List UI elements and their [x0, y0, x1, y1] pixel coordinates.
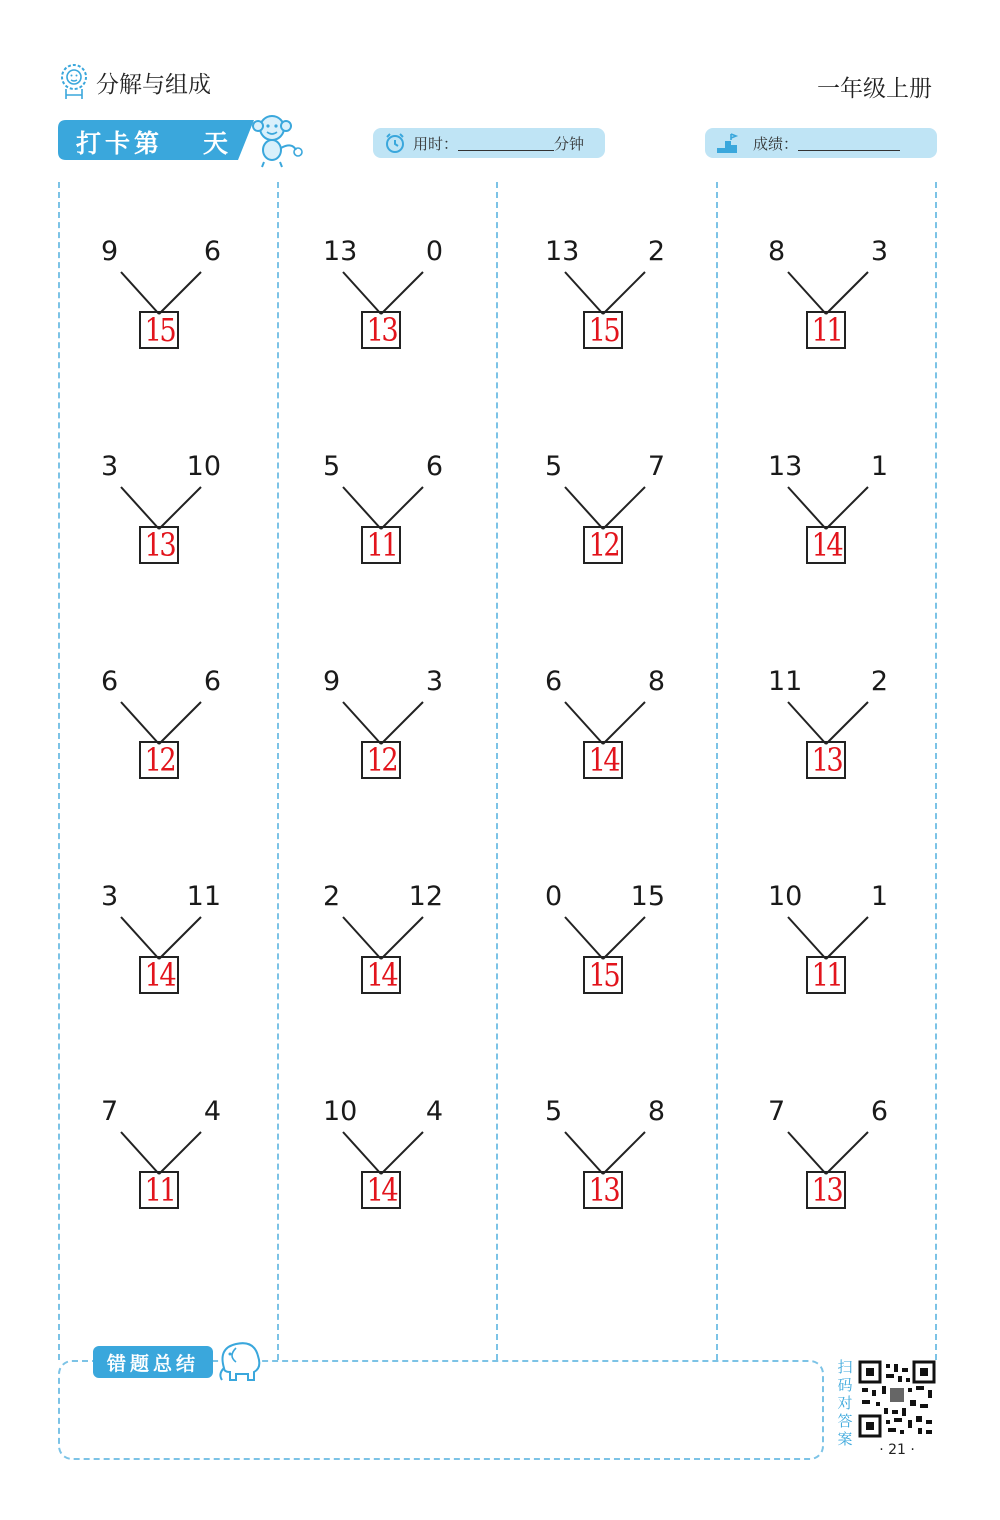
left-branch-line: [121, 487, 159, 529]
left-addend: 13: [768, 451, 803, 482]
grade-label: 一年级上册: [817, 76, 932, 102]
left-branch-line: [343, 917, 381, 959]
handwritten-answer: 14: [588, 741, 618, 779]
handwritten-answer: 13: [144, 526, 174, 564]
handwritten-answer: 11: [144, 1171, 174, 1209]
left-addend: 11: [768, 666, 803, 697]
left-branch-line: [565, 1132, 603, 1174]
handwritten-answer: 14: [144, 956, 174, 994]
left-branch-line: [788, 272, 826, 314]
right-branch-line: [381, 702, 423, 744]
right-addend: 6: [203, 236, 221, 267]
right-addend: 8: [647, 1096, 665, 1127]
right-addend: 6: [203, 666, 221, 697]
handwritten-answer: 15: [588, 956, 618, 994]
handwritten-answer: 13: [588, 1171, 618, 1209]
elephant-icon: [214, 1338, 268, 1382]
left-branch-line: [121, 702, 159, 744]
handwritten-answer: 11: [811, 956, 841, 994]
decomposition-problem: [323, 236, 443, 366]
right-branch-line: [381, 272, 423, 314]
decomposition-problem: [545, 236, 665, 366]
left-addend: 2: [323, 881, 341, 912]
check-in-banner: [58, 120, 254, 160]
right-branch-line: [381, 1132, 423, 1174]
answer-box[interactable]: [361, 956, 401, 994]
left-branch-line: [788, 1132, 826, 1174]
answer-box[interactable]: [139, 1171, 179, 1209]
right-addend: 7: [647, 451, 665, 482]
right-addend: 8: [647, 666, 665, 697]
handwritten-answer: 13: [811, 1171, 841, 1209]
answer-box[interactable]: [139, 741, 179, 779]
right-addend: 11: [186, 881, 221, 912]
decomposition-problem: [101, 451, 221, 581]
right-addend: 12: [408, 881, 443, 912]
right-branch-line: [826, 272, 868, 314]
handwritten-answer: 15: [144, 311, 174, 349]
qr-code[interactable]: [858, 1360, 936, 1438]
left-addend: 10: [323, 1096, 358, 1127]
answer-box[interactable]: [806, 956, 846, 994]
decomposition-problem: [768, 881, 888, 1011]
trophy-steps-icon: [715, 131, 739, 155]
column-divider: [935, 182, 937, 1360]
answer-box[interactable]: [583, 956, 623, 994]
right-branch-line: [159, 487, 201, 529]
decomposition-problem: [545, 881, 665, 1011]
left-branch-line: [343, 487, 381, 529]
answer-box[interactable]: [806, 311, 846, 349]
right-branch-line: [603, 272, 645, 314]
column-divider: [277, 182, 279, 1360]
left-branch-line: [565, 272, 603, 314]
decomposition-problem: [101, 236, 221, 366]
mistake-summary-tab: 错题总结: [93, 1346, 213, 1378]
left-branch-line: [121, 1132, 159, 1174]
right-branch-line: [159, 272, 201, 314]
right-addend: 3: [425, 666, 443, 697]
right-branch-line: [381, 917, 423, 959]
score-label: 成绩：: [753, 134, 799, 153]
left-branch-line: [788, 917, 826, 959]
column-divider: [496, 182, 498, 1360]
right-addend: 3: [870, 236, 888, 267]
decomposition-problem: [323, 451, 443, 581]
time-field: [373, 128, 605, 158]
left-addend: 5: [323, 451, 341, 482]
answer-box[interactable]: [583, 526, 623, 564]
handwritten-answer: 13: [811, 741, 841, 779]
answer-box[interactable]: [139, 526, 179, 564]
answer-box[interactable]: [583, 1171, 623, 1209]
left-addend: 5: [545, 1096, 563, 1127]
handwritten-answer: 14: [366, 1171, 396, 1209]
answer-box[interactable]: [583, 311, 623, 349]
page-number: · 21 ·: [879, 1442, 915, 1458]
time-label: 用时：: [413, 134, 459, 153]
handwritten-answer: 11: [811, 311, 841, 349]
time-unit: 分钟: [554, 134, 585, 153]
right-addend: 1: [870, 451, 888, 482]
decomposition-problem: [545, 666, 665, 796]
lion-logo-icon: [58, 63, 90, 101]
answer-box[interactable]: [806, 741, 846, 779]
answer-box[interactable]: [806, 1171, 846, 1209]
answer-box[interactable]: [139, 956, 179, 994]
answer-box[interactable]: [139, 311, 179, 349]
left-addend: 8: [768, 236, 786, 267]
right-branch-line: [381, 487, 423, 529]
handwritten-answer: 12: [588, 526, 618, 564]
left-branch-line: [343, 702, 381, 744]
decomposition-problem: [768, 1096, 888, 1226]
answer-box[interactable]: [583, 741, 623, 779]
column-divider: [716, 182, 718, 1360]
left-branch-line: [565, 917, 603, 959]
handwritten-answer: 14: [366, 956, 396, 994]
left-branch-line: [788, 487, 826, 529]
right-addend: 0: [425, 236, 443, 267]
handwritten-answer: 15: [588, 311, 618, 349]
left-addend: 6: [101, 666, 119, 697]
right-addend: 1: [870, 881, 888, 912]
answer-box[interactable]: [361, 526, 401, 564]
right-addend: 2: [647, 236, 665, 267]
right-branch-line: [159, 702, 201, 744]
decomposition-problem: [323, 666, 443, 796]
right-branch-line: [159, 1132, 201, 1174]
right-addend: 6: [425, 451, 443, 482]
right-addend: 10: [186, 451, 221, 482]
time-blank[interactable]: [458, 135, 554, 151]
right-addend: 4: [203, 1096, 221, 1127]
answer-box[interactable]: [806, 526, 846, 564]
decomposition-problem: [323, 1096, 443, 1226]
decomposition-problem: [101, 666, 221, 796]
left-branch-line: [121, 272, 159, 314]
day-label: 天: [203, 129, 229, 158]
left-addend: 0: [545, 881, 563, 912]
left-addend: 13: [323, 236, 358, 267]
qr-code-caption: 扫码对答案: [837, 1358, 853, 1448]
left-addend: 3: [101, 881, 119, 912]
answer-box[interactable]: [361, 311, 401, 349]
book-section-title: 分解与组成: [96, 71, 211, 98]
handwritten-answer: 12: [366, 741, 396, 779]
right-branch-line: [826, 702, 868, 744]
right-branch-line: [603, 1132, 645, 1174]
right-branch-line: [603, 487, 645, 529]
right-addend: 6: [870, 1096, 888, 1127]
left-branch-line: [788, 702, 826, 744]
decomposition-problem: [768, 666, 888, 796]
left-branch-line: [343, 1132, 381, 1174]
left-addend: 6: [545, 666, 563, 697]
right-branch-line: [603, 702, 645, 744]
left-addend: 9: [101, 236, 119, 267]
right-branch-line: [826, 487, 868, 529]
answer-box[interactable]: [361, 741, 401, 779]
decomposition-problem: [768, 236, 888, 366]
alarm-clock-icon: [383, 131, 407, 155]
decomposition-problem: [768, 451, 888, 581]
decomposition-problem: [101, 881, 221, 1011]
handwritten-answer: 13: [366, 311, 396, 349]
decomposition-problem: [545, 451, 665, 581]
column-divider: [58, 182, 60, 1360]
right-branch-line: [826, 917, 868, 959]
left-branch-line: [565, 487, 603, 529]
right-branch-line: [826, 1132, 868, 1174]
handwritten-answer: 11: [366, 526, 396, 564]
decomposition-problem: [545, 1096, 665, 1226]
right-addend: 15: [630, 881, 665, 912]
decomposition-problem: [101, 1096, 221, 1226]
left-addend: 7: [101, 1096, 119, 1127]
decomposition-problem: [323, 881, 443, 1011]
header-title-group: [58, 62, 211, 102]
right-branch-line: [603, 917, 645, 959]
score-blank[interactable]: [798, 135, 900, 151]
right-addend: 4: [425, 1096, 443, 1127]
score-field: [705, 128, 937, 158]
left-addend: 5: [545, 451, 563, 482]
left-addend: 7: [768, 1096, 786, 1127]
left-addend: 3: [101, 451, 119, 482]
left-branch-line: [565, 702, 603, 744]
handwritten-answer: 14: [811, 526, 841, 564]
handwritten-answer: 12: [144, 741, 174, 779]
check-in-label: 打卡第: [76, 129, 164, 158]
left-branch-line: [343, 272, 381, 314]
answer-box[interactable]: [361, 1171, 401, 1209]
left-addend: 10: [768, 881, 803, 912]
right-branch-line: [159, 917, 201, 959]
left-addend: 13: [545, 236, 580, 267]
right-addend: 2: [870, 666, 888, 697]
left-addend: 9: [323, 666, 341, 697]
left-branch-line: [121, 917, 159, 959]
monkey-icon: [248, 112, 306, 168]
